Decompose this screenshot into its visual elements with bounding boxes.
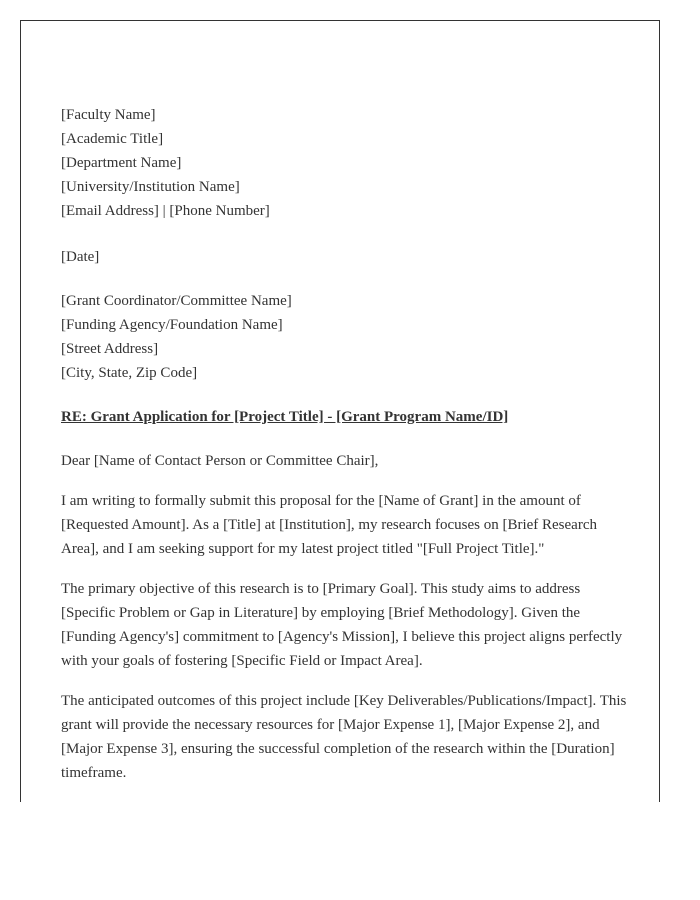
body-paragraph: The primary objective of this research is to [Primary Goal]. This study aims to address [Specific Problem or Gap in Literature] by employing [Brief Methodology]. Given the [Funding Agency's] commitment to [Agency's Mission], I believe this project aligns perfectly with your goals of fostering [Specific Field or Impact Area]. [61, 581, 623, 669]
sender-block [61, 103, 631, 223]
letter-page [20, 20, 660, 802]
recipient-agency: [Funding Agency/Foundation Name] [61, 317, 283, 333]
sender-faculty-name: [Faculty Name] [61, 107, 156, 123]
body-paragraph: The anticipated outcomes of this project include [Key Deliverables/Publications/Impact]. This grant will provide the necessary resources for [Major Expense 1], [Major Expense 2], and [Major Expense 3], ensuring the successful completion of the research within the [Duration] timeframe. [61, 693, 627, 781]
sender-contact: [Email Address] | [Phone Number] [61, 203, 270, 219]
recipient-name: [Grant Coordinator/Committee Name] [61, 293, 292, 309]
letter-content [61, 103, 631, 801]
sender-academic-title: [Academic Title] [61, 131, 164, 147]
letter-date: [Date] [61, 249, 100, 265]
sender-department: [Department Name] [61, 155, 182, 171]
subject-line: RE: Grant Application for [Project Title] - [Grant Program Name/ID] [61, 409, 509, 425]
sender-institution: [University/Institution Name] [61, 179, 240, 195]
recipient-block [61, 289, 631, 385]
body-paragraph: I am writing to formally submit this proposal for the [Name of Grant] in the amount of [Requested Amount]. As a [Title] at [Institution], my research focuses on [Brief Research Area], and I am seeking support for my latest project titled "[Full Project Title]." [61, 493, 597, 557]
recipient-street: [Street Address] [61, 341, 159, 357]
recipient-city: [City, State, Zip Code] [61, 365, 198, 381]
salutation: Dear [Name of Contact Person or Committee Chair], [61, 453, 379, 469]
